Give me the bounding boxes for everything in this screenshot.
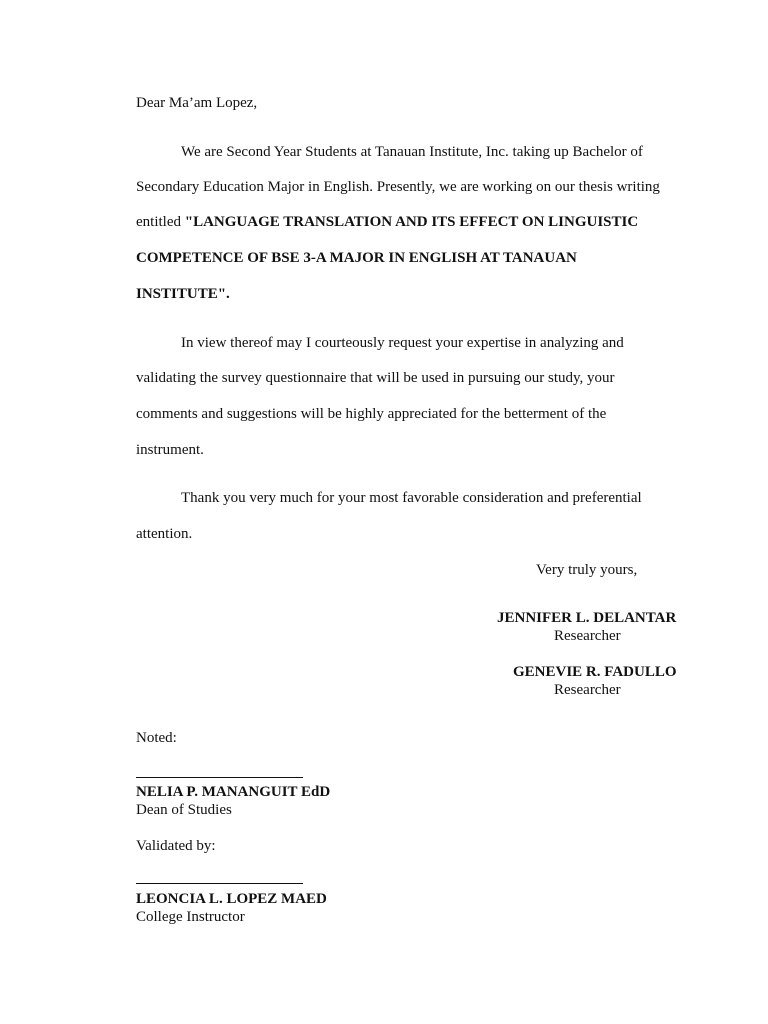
paragraph-2-line-2: validating the survey questionnaire that will be used in pursuing our study, your (136, 370, 615, 386)
thesis-title-part-1: "LANGUAGE TRANSLATION AND ITS EFFECT ON LINGUISTIC (184, 214, 639, 230)
paragraph-2-line-4: instrument. (136, 442, 204, 458)
researcher-1-role: Researcher (554, 628, 621, 644)
paragraph-1-line-2: Secondary Education Major in English. Presently, we are working on our thesis writing (136, 179, 660, 195)
paragraph-2-line-1: In view thereof may I courteously request your expertise in analyzing and (181, 335, 624, 351)
paragraph-3-line-1: Thank you very much for your most favorable consideration and preferential (181, 490, 642, 506)
noted-title: Dean of Studies (136, 802, 232, 818)
researcher-2-name: GENEVIE R. FADULLO (513, 664, 677, 680)
salutation: Dear Ma’am Lopez, (136, 95, 258, 111)
noted-name: NELIA P. MANANGUIT EdD (136, 784, 331, 800)
validated-label: Validated by: (136, 838, 216, 854)
paragraph-3-line-2: attention. (136, 526, 193, 542)
entitled-text: entitled (136, 214, 185, 230)
researcher-2-role: Researcher (554, 682, 621, 698)
paragraph-1-line-3 (136, 213, 638, 231)
validated-name: LEONCIA L. LOPEZ MAED (136, 891, 327, 907)
thesis-title-part-3: INSTITUTE". (136, 286, 230, 302)
paragraph-2-line-3: comments and suggestions will be highly appreciated for the betterment of the (136, 406, 607, 422)
paragraph-1-line-1: We are Second Year Students at Tanauan Institute, Inc. taking up Bachelor of (181, 144, 643, 160)
validated-signature-line (136, 883, 303, 884)
noted-signature-line (136, 777, 303, 778)
validated-title: College Instructor (136, 909, 245, 925)
researcher-1-name: JENNIFER L. DELANTAR (497, 610, 677, 626)
closing: Very truly yours, (536, 562, 638, 578)
thesis-title-part-2: COMPETENCE OF BSE 3-A MAJOR IN ENGLISH AT TANAUAN (136, 250, 577, 266)
noted-label: Noted: (136, 730, 177, 746)
